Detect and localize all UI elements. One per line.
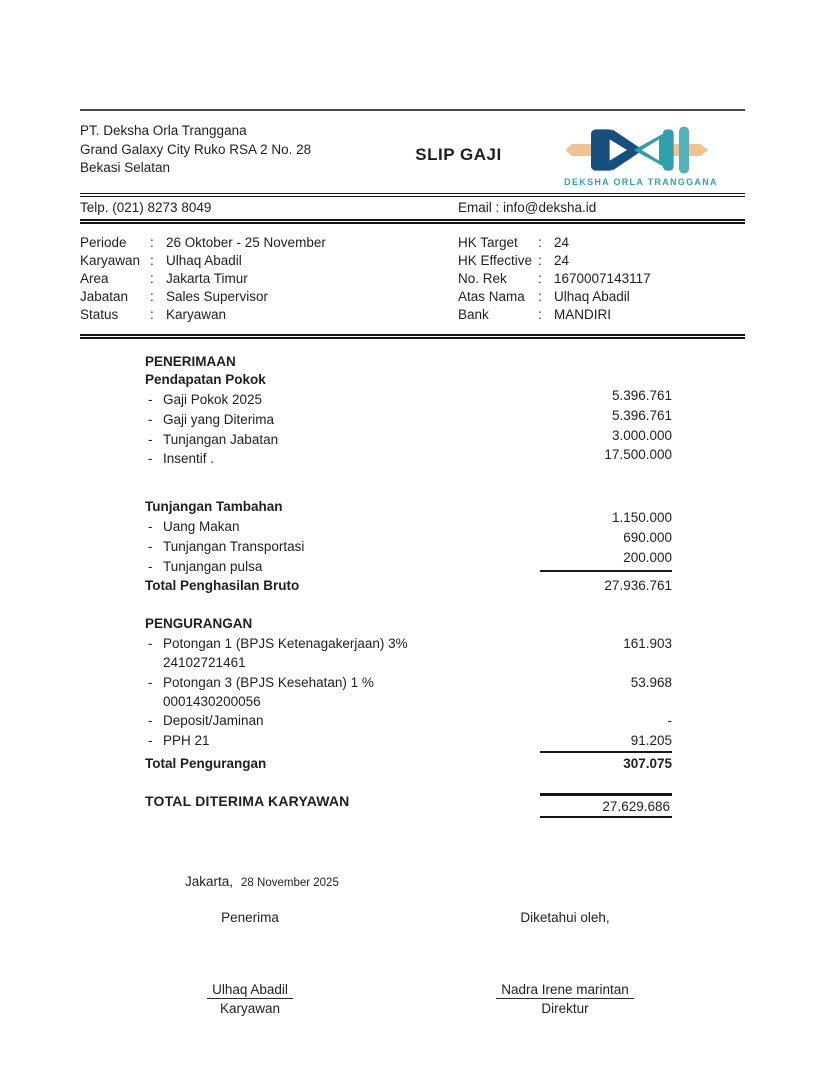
- company-email: Email : info@deksha.id: [458, 200, 597, 215]
- earnings-title: PENERIMAAN: [145, 354, 236, 370]
- item-label-wrap: [163, 635, 540, 672]
- signature-date: 28 November 2025: [241, 876, 339, 889]
- info-value: 1670007143117: [554, 271, 651, 287]
- signature-right-name: Nadra Irene marintan: [496, 982, 634, 999]
- dash-bullet: -: [148, 558, 153, 574]
- info-row-bank: [458, 306, 745, 324]
- line-item: [145, 712, 672, 730]
- dash-bullet: -: [148, 411, 153, 427]
- dash-bullet: -: [148, 636, 153, 652]
- info-row-jabatan: [80, 288, 458, 306]
- item-value: 5.396.761: [611, 388, 672, 404]
- dash-bullet: -: [148, 538, 153, 554]
- company-logo-icon: [562, 124, 720, 176]
- dash-bullet: -: [148, 733, 153, 749]
- info-value: MANDIRI: [554, 307, 611, 323]
- dash-bullet: -: [148, 519, 153, 535]
- dash-bullet: -: [148, 451, 153, 467]
- info-label: Periode: [80, 235, 127, 250]
- info-label: HK Target: [458, 235, 518, 250]
- info-value: Karyawan: [166, 307, 227, 323]
- info-value: Ulhaq Abadil: [166, 253, 242, 269]
- signature-place: Jakarta,: [185, 873, 234, 889]
- info-colon: :: [150, 253, 154, 269]
- info-value: Sales Supervisor: [166, 289, 269, 305]
- company-phone: Telp. (021) 8273 8049: [80, 200, 212, 215]
- info-colon: :: [538, 253, 542, 269]
- item-label: Uang Makan: [163, 519, 240, 535]
- item-label: Tunjangan pulsa: [163, 558, 263, 574]
- item-label: Gaji yang Diterima: [163, 411, 275, 427]
- info-row-karyawan: [80, 252, 458, 270]
- earnings-group1-title: Pendapatan Pokok: [145, 372, 266, 388]
- item-value: 5.396.761: [611, 407, 672, 423]
- item-label: Insentif .: [163, 451, 215, 467]
- dash-bullet: -: [148, 392, 153, 408]
- info-colon: :: [150, 289, 154, 305]
- gross-total-value: 27.936.761: [540, 570, 672, 595]
- signature-right-role: Direktur: [541, 1000, 589, 1016]
- item-label: Deposit/Jaminan: [163, 713, 264, 729]
- info-label: Jabatan: [80, 289, 129, 305]
- earnings-group2-title: Tunjangan Tambahan: [145, 499, 283, 515]
- item-label: Potongan 3 (BPJS Kesehatan) 1 %: [163, 674, 374, 690]
- gross-total-row: [145, 577, 672, 602]
- company-logo: [537, 122, 745, 187]
- deductions-section: [145, 615, 672, 773]
- company-name: PT. Deksha Orla Tranggana: [80, 123, 247, 138]
- item-value: 200.000: [623, 549, 672, 565]
- line-item: [145, 674, 672, 711]
- item-value: 690.000: [623, 529, 672, 545]
- item-sub-label: 24102721461: [163, 654, 246, 670]
- item-value: 161.903: [623, 636, 672, 652]
- item-label: Tunjangan Transportasi: [163, 538, 305, 554]
- company-address-line1: Grand Galaxy City Ruko RSA 2 No. 28: [80, 141, 312, 157]
- info-row-periode: [80, 234, 458, 252]
- section-divider-rule: [80, 334, 745, 339]
- signature-names: [145, 982, 745, 1016]
- item-value: -: [667, 713, 672, 729]
- deductions-title: PENGURANGAN: [145, 616, 253, 632]
- line-item: [145, 732, 672, 753]
- item-label: PPH 21: [163, 733, 210, 749]
- info-row-hk-target: [458, 234, 745, 252]
- info-colon: :: [538, 235, 542, 250]
- deductions-total-row: [145, 755, 672, 773]
- net-total-row: [145, 793, 672, 818]
- info-value: Ulhaq Abadil: [554, 289, 630, 305]
- salary-slip-document: [80, 0, 745, 1016]
- item-sub-label: 0001430200056: [163, 693, 261, 709]
- earnings-section: [145, 353, 672, 601]
- info-value: Jakarta Timur: [166, 271, 248, 287]
- signature-headings: [145, 910, 745, 925]
- line-item: [145, 635, 672, 672]
- info-colon: :: [538, 271, 542, 287]
- employee-info-right: [458, 234, 745, 324]
- item-value: 1.150.000: [611, 510, 672, 526]
- info-label: HK Effective: [458, 253, 533, 269]
- info-colon: :: [538, 307, 542, 323]
- gross-total-label: Total Penghasilan Bruto: [145, 577, 300, 593]
- dash-bullet: -: [148, 674, 153, 690]
- item-value: 17.500.000: [604, 447, 672, 463]
- info-colon: :: [150, 235, 154, 250]
- item-value: 3.000.000: [611, 427, 672, 443]
- info-row-atas-nama: [458, 288, 745, 306]
- logo-caption: DEKSHA ORLA TRANGGANA: [564, 177, 718, 187]
- info-row-area: [80, 270, 458, 288]
- contact-band: [80, 193, 745, 224]
- info-label: Atas Nama: [458, 289, 525, 305]
- info-colon: :: [150, 271, 154, 287]
- info-colon: :: [538, 289, 542, 305]
- net-total-label: TOTAL DITERIMA KARYAWAN: [145, 792, 350, 809]
- title-wrap: [380, 122, 537, 187]
- spacer: [145, 468, 672, 498]
- info-colon: :: [150, 307, 154, 323]
- signature-left-role: Karyawan: [219, 1000, 281, 1016]
- info-label: Bank: [458, 307, 489, 323]
- document-header: [80, 111, 745, 193]
- dash-bullet: -: [148, 713, 153, 729]
- employee-info: [80, 224, 745, 334]
- item-label: Potongan 1 (BPJS Ketenagakerjaan) 3%: [163, 636, 408, 652]
- deductions-total-label: Total Pengurangan: [145, 756, 267, 772]
- company-block: [80, 122, 380, 187]
- info-value: 24: [554, 253, 570, 269]
- info-row-status: [80, 306, 458, 324]
- info-value: 26 Oktober - 25 November: [166, 235, 326, 250]
- info-label: No. Rek: [458, 271, 507, 287]
- signature-place-date: [185, 874, 745, 889]
- dash-bullet: -: [148, 431, 153, 447]
- line-item: [145, 447, 672, 468]
- item-label-wrap: [163, 674, 540, 711]
- signature-left-heading: Penerima: [221, 909, 279, 925]
- info-value: 24: [554, 235, 570, 250]
- item-value: 53.968: [630, 674, 672, 690]
- company-address-line2: Bekasi Selatan: [80, 160, 171, 176]
- employee-info-left: [80, 234, 458, 324]
- info-row-no-rek: [458, 270, 745, 288]
- info-label: Area: [80, 271, 109, 287]
- info-label: Status: [80, 307, 119, 323]
- info-row-hk-effective: [458, 252, 745, 270]
- document-title: SLIP GAJI: [415, 145, 502, 164]
- signature-left-name: Ulhaq Abadil: [207, 982, 293, 999]
- net-total-value: 27.629.686: [540, 793, 672, 818]
- signature-block: [145, 874, 745, 1016]
- item-value: 91.205: [540, 732, 672, 753]
- item-label: Gaji Pokok 2025: [163, 392, 263, 408]
- deductions-total-value: 307.075: [623, 756, 672, 772]
- signature-right: [450, 982, 680, 1016]
- info-label: Karyawan: [80, 253, 141, 269]
- item-label: Tunjangan Jabatan: [163, 431, 279, 447]
- signature-right-heading: Diketahui oleh,: [520, 909, 610, 925]
- signature-left: [155, 982, 345, 1016]
